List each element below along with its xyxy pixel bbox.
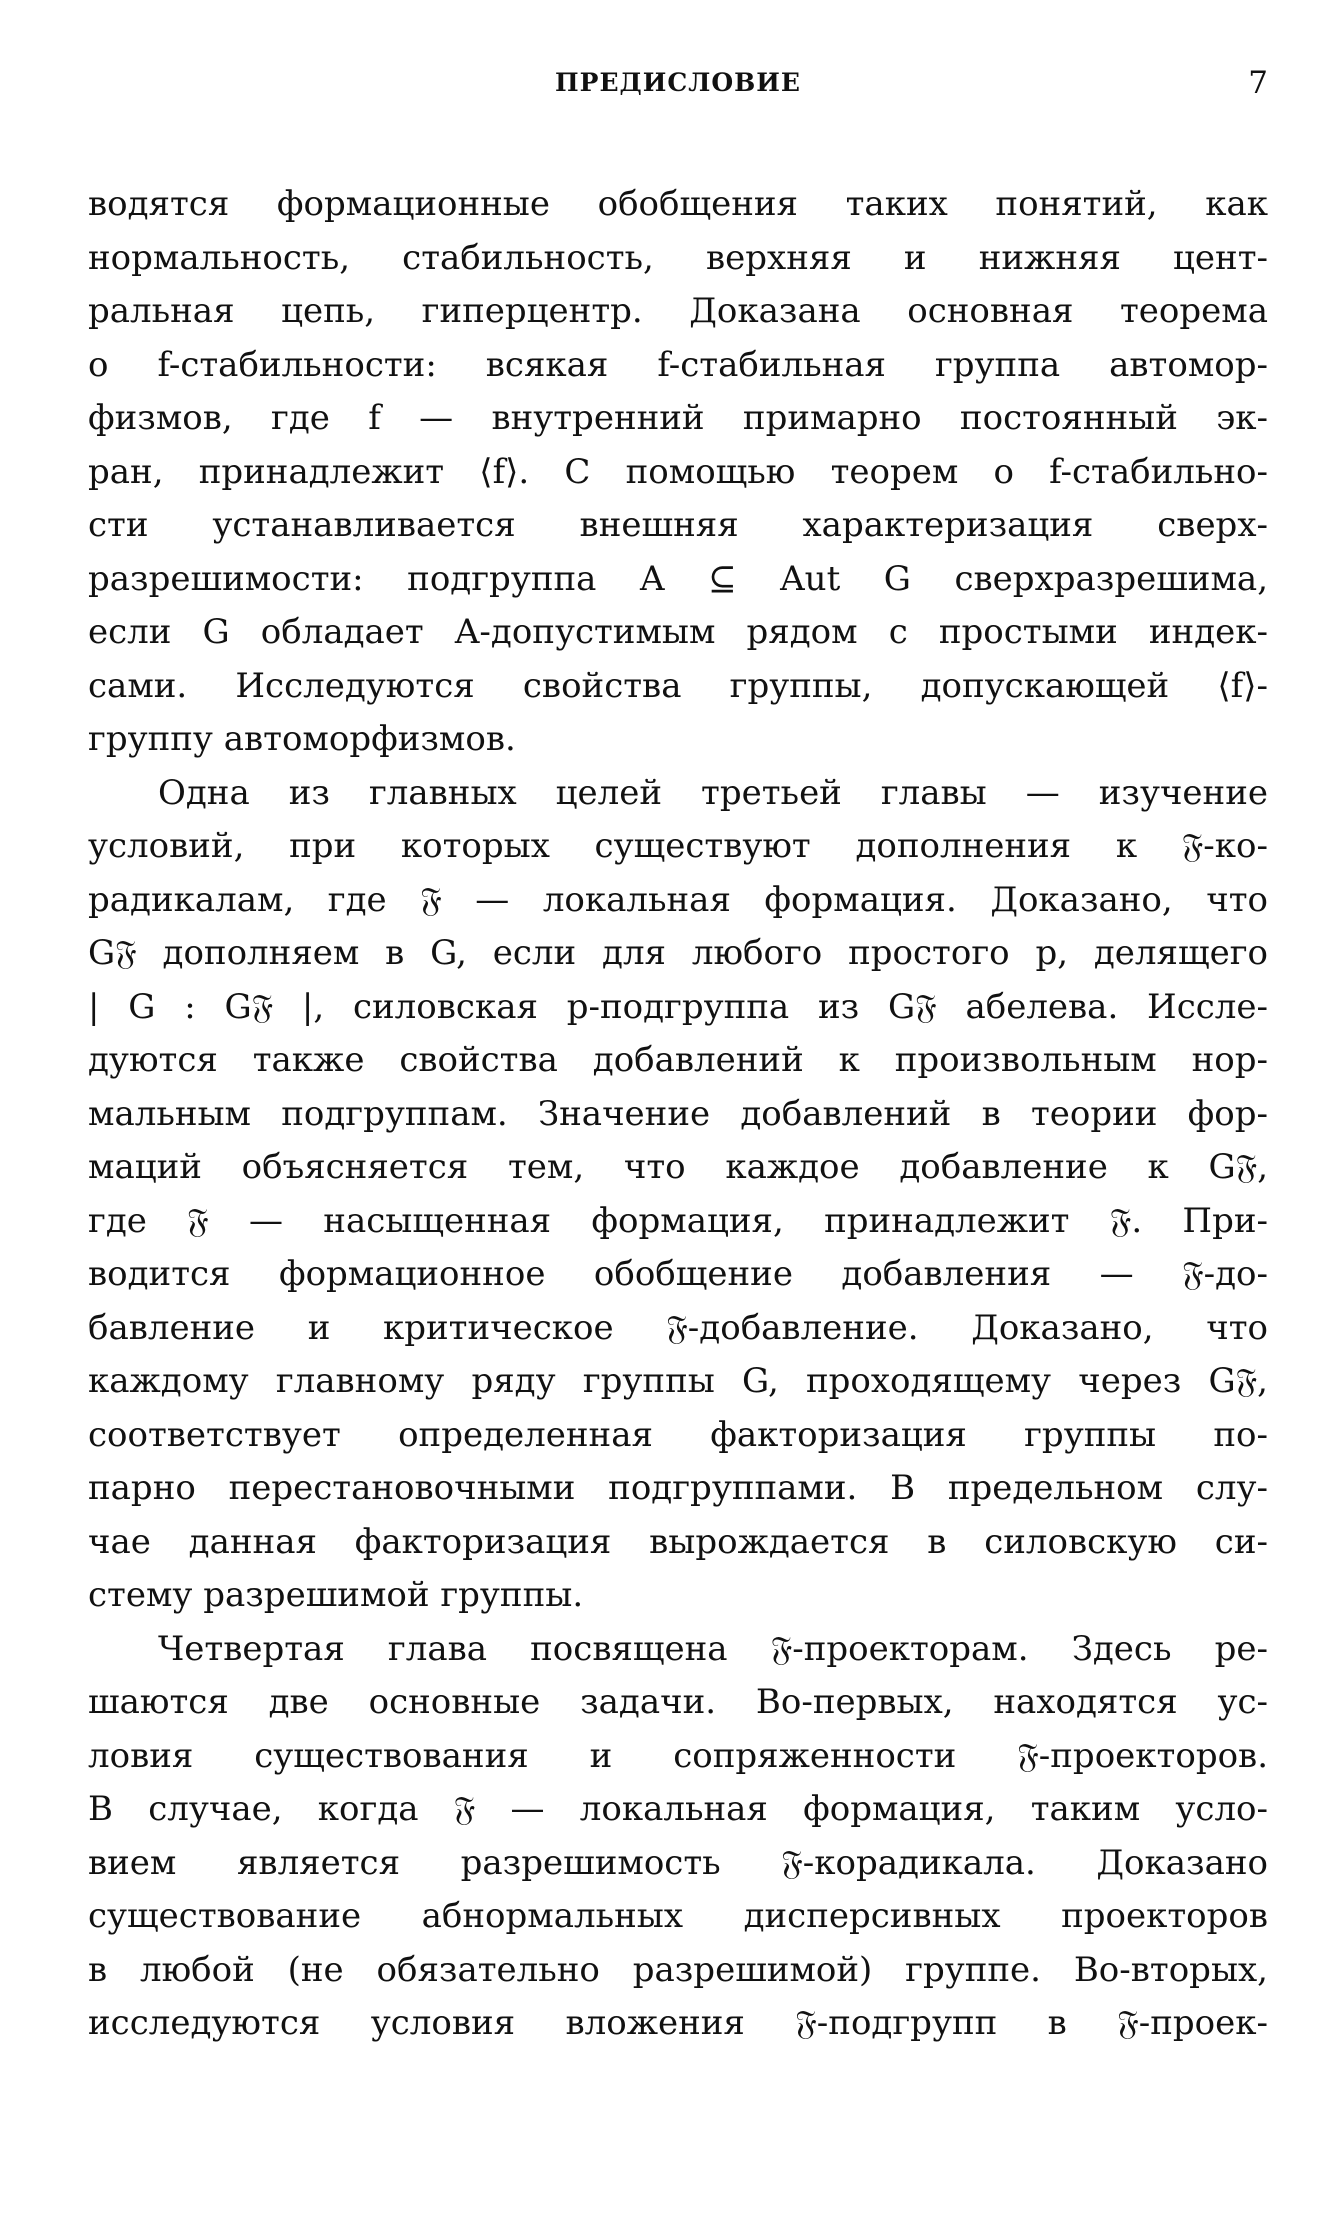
text-line: нормальность, стабильность, верхняя и нижняя цент- [88,237,1268,278]
text-line: о f-стабильности: всякая f-стабильная группа автомор- [88,344,1268,385]
text-line: водятся формационные обобщения таких понятий, как [88,184,1268,224]
text-line: группу автоморфизмов. [88,719,516,759]
text-line: ловия существования и сопряженности 𝔉-проекторов. [88,1735,1268,1776]
text-line: разрешимости: подгруппа A ⊆ Aut G сверхразрешима, [88,558,1268,599]
text-line: если G обладает A-допустимым рядом с простыми индек- [88,612,1268,652]
text-line: в любой (не обязательно разрешимой) группе. Во-вторых, [88,1949,1268,1990]
text-line: физмов, где f — внутренний примарно постоянный эк- [88,398,1268,438]
text-line: Четвертая глава посвящена 𝔉-проекторам. Здесь ре- [158,1628,1268,1669]
text-line: сами. Исследуются свойства группы, допускающей ⟨f⟩- [88,665,1268,706]
text-line: маций объясняется тем, что каждое добавление к G𝔉, [88,1147,1268,1187]
text-line: водится формационное обобщение добавления — 𝔉-до- [88,1254,1268,1294]
text-line: мальным подгруппам. Значение добавлений в теории фор- [88,1093,1268,1134]
text-line: где 𝔉 — насыщенная формация, принадлежит 𝔉. При- [88,1200,1268,1241]
paragraph-3 [88,1623,1268,2051]
text-line: дуются также свойства добавлений к произвольным нор- [88,1040,1268,1080]
running-title: ПРЕДИСЛОВИЕ [555,68,801,97]
text-line: чае данная факторизация вырождается в силовскую си- [88,1521,1268,1562]
text-line: вием является разрешимость 𝔉-корадикала. Доказано [88,1842,1268,1883]
text-line: шаются две основные задачи. Во-первых, находятся ус- [88,1682,1268,1722]
text-line: Одна из главных целей третьей главы — изучение [158,772,1268,813]
text-line: бавление и критическое 𝔉-добавление. Доказано, что [88,1307,1268,1348]
text-line: | G : G𝔉 |, силовская p-подгруппа из G𝔉 абелева. Иссле- [88,986,1268,1027]
text-line: существование абнормальных дисперсивных проекторов [88,1896,1268,1936]
text-line: сти устанавливается внешняя характеризация сверх- [88,505,1268,545]
text-line: ральная цепь, гиперцентр. Доказана основная теорема [88,291,1268,331]
text-line: соответствует определенная факторизация группы по- [88,1414,1268,1455]
paragraph-2 [88,767,1268,1623]
text-line: ран, принадлежит ⟨f⟩. С помощью теорем о f-стабильно- [88,451,1268,492]
text-line: каждому главному ряду группы G, проходящему через G𝔉, [88,1361,1268,1401]
page-number: 7 [1248,65,1268,101]
paragraph-1 [88,178,1268,767]
running-head [88,65,1268,108]
body-text [88,178,1268,2051]
text-line: парно перестановочными подгруппами. В предельном слу- [88,1468,1268,1508]
text-line: условий, при которых существуют дополнения к 𝔉-ко- [88,826,1268,866]
text-line: стему разрешимой группы. [88,1575,584,1615]
text-line: исследуются условия вложения 𝔉-подгрупп в 𝔉-проек- [88,2003,1268,2043]
text-line: В случае, когда 𝔉 — локальная формация, таким усло- [88,1789,1268,1829]
text-line: G𝔉 дополняем в G, если для любого простого p, делящего [88,933,1268,973]
text-line: радикалам, где 𝔉 — локальная формация. Доказано, что [88,879,1268,920]
